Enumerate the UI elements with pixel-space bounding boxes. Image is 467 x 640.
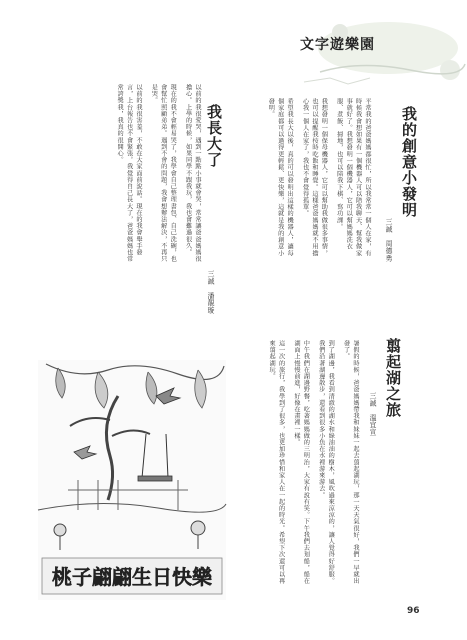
child-drawing [38, 360, 226, 600]
article-1-paragraph: 我想發明一個保母機器人，它可以幫助我做很多事情，也可以提醒我按時吃飯和睡覺。這樣爸爸媽媽就不用擔心我一個人在家了，我也不會覺得孤單。 [301, 98, 328, 257]
article-2-paragraph: 以前的我很害羞，不敢在大家面前說話。現在的我會舉手發言，上台報告也不會緊張。我覺得自己長大了，爸爸媽媽也常常誇獎我，我真的很開心。 [116, 84, 142, 263]
article-1-author: 三誠 周德勇 [384, 218, 392, 262]
article-3-paragraph: 中午我們在湖邊野餐，吃著媽媽做的三明治，大家有說有笑。下午我們去划船，船在湖面上慢慢前進，好像在畫裡一樣。 [292, 340, 310, 585]
article-2-author: 三誠 潘靚璇 [206, 270, 214, 314]
article-1-body [267, 98, 372, 260]
drawing-caption: 桃子翩翩生日快樂 [52, 565, 212, 589]
article-3-author: 三誠 溫宜宣 [368, 392, 376, 436]
article-1-paragraph: 平常我的爸爸媽媽都很忙，所以我常常一個人在家，有時候我會想如果有一個機器人可以陪我聊天、幫我做家事就好了。我想發明一個機器人，它可以幫媽媽洗衣服、煮飯、掃地，也可以陪我下棋、寫功課。 [335, 98, 371, 257]
article-3-paragraph: 這一次的旅行，我學到了很多，也更加珍惜和家人在一起的時光。希望下次還可以再來翦起湖玩。 [268, 340, 285, 585]
article-1-title: 我的創意小發明 [400, 106, 418, 218]
header-decoration [300, 20, 465, 90]
article-1-paragraph: 希望我長大以後，真的可以發明出這樣的機器人，讓每個家庭都可以過得更輕鬆、更快樂，這就是我的創意小發明。 [267, 98, 294, 257]
article-3-body [238, 340, 360, 590]
article-2-title: 我長大了 [205, 104, 223, 168]
article-3-paragraph: 暑假的時候，爸爸媽媽帶我和妹妹一起去翦起湖玩，那一天天氣很好，我們一早就出發了。 [342, 340, 359, 585]
article-2-body [52, 84, 202, 266]
article-3-title: 翦起湖之旅 [384, 338, 402, 418]
article-2-paragraph: 以前的我很愛哭，遇到一點點小事就會哭，常常讓爸爸媽媽很擔心。上學的時候，如果同學不跟我玩，我也會難過很久。 [184, 84, 201, 263]
section-title: 文字遊樂園 [300, 37, 375, 53]
page-number: 96 [407, 606, 420, 616]
article-2-paragraph: 現在的我不會輕易哭了，我學會自己整理書包、自己洗碗，也會幫忙照顧弟弟。遇到不會的問題，我會想辦法解決，不再只是哭。 [150, 84, 177, 263]
drawing-illustration [38, 360, 226, 600]
article-3-paragraph: 到了湖邊，我看到清澈的湖水和綠油油的樹木，風吹過來涼涼的，讓人覺得好舒服。我們沿著湖邊散步，還看到很多小魚在水裡游來游去。 [317, 340, 335, 585]
